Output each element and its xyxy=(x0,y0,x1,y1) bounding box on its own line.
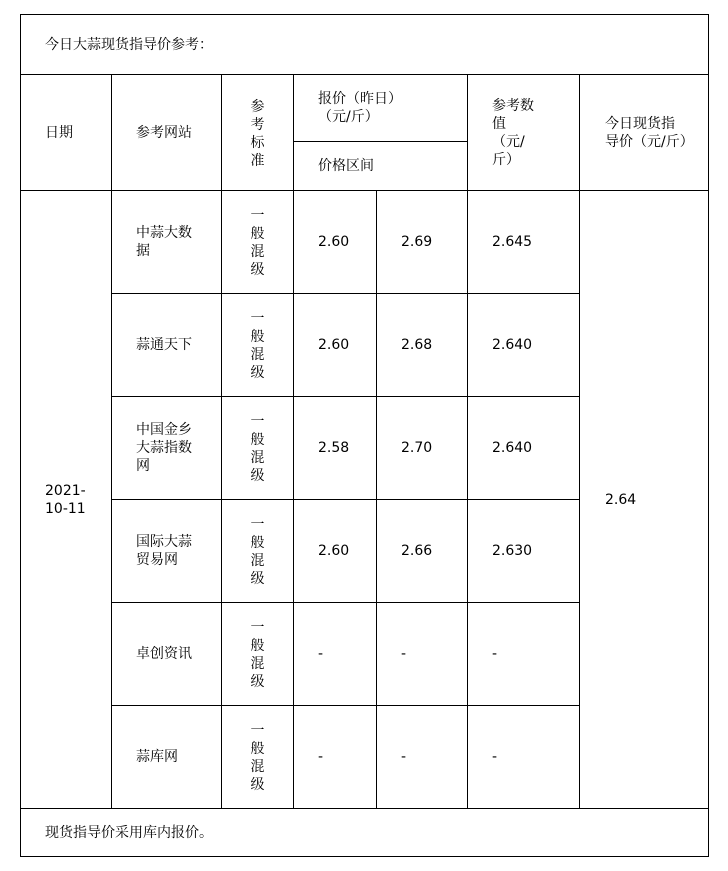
row-standard-char: 一 xyxy=(250,311,265,327)
row-ref-value: - xyxy=(468,706,580,809)
header-standard-char: 参 xyxy=(250,98,265,115)
row-standard-char: 一 xyxy=(250,414,265,430)
row-price-low: - xyxy=(294,706,377,809)
row-standard-char: 级 xyxy=(250,365,265,381)
row-ref-value: 2.630 xyxy=(468,500,580,603)
row-standard-char: 般 xyxy=(250,226,265,242)
row-ref-value: 2.640 xyxy=(468,294,580,397)
row-standard-char: 一 xyxy=(250,517,265,533)
header-date: 日期 xyxy=(21,75,112,191)
header-quote: 报价（昨日）（元/斤） xyxy=(294,75,468,142)
row-standard-char: 混 xyxy=(250,450,265,466)
row-standard xyxy=(222,191,294,294)
row-standard-char: 般 xyxy=(250,638,265,654)
row-price-low: 2.60 xyxy=(294,500,377,603)
header-site: 参考网站 xyxy=(112,75,222,191)
row-ref-value: - xyxy=(468,603,580,706)
row-standard-char: 级 xyxy=(250,674,265,690)
header-ref-value: 参考数值（元/斤） xyxy=(468,75,580,191)
row-standard-char: 混 xyxy=(250,244,265,260)
row-standard xyxy=(222,500,294,603)
table-footer: 现货指导价采用库内报价。 xyxy=(21,809,709,857)
row-standard-char: 般 xyxy=(250,535,265,551)
header-range: 价格区间 xyxy=(294,142,468,191)
row-site: 蒜库网 xyxy=(112,706,222,809)
row-standard-char: 混 xyxy=(250,656,265,672)
row-standard-char: 混 xyxy=(250,347,265,363)
row-standard xyxy=(222,706,294,809)
header-standard xyxy=(222,75,294,191)
row-standard-char: 混 xyxy=(250,553,265,569)
row-price-high: 2.68 xyxy=(377,294,468,397)
row-price-high: - xyxy=(377,603,468,706)
row-standard-char: 一 xyxy=(250,620,265,636)
row-standard xyxy=(222,603,294,706)
row-standard-char: 级 xyxy=(250,262,265,278)
row-price-low: 2.60 xyxy=(294,191,377,294)
row-standard-char: 一 xyxy=(250,723,265,739)
row-standard-char: 般 xyxy=(250,741,265,757)
row-price-high: 2.69 xyxy=(377,191,468,294)
header-standard-char: 准 xyxy=(250,152,265,169)
row-standard-char: 级 xyxy=(250,777,265,793)
row-price-low: 2.58 xyxy=(294,397,377,500)
header-today-price: 今日现货指导价（元/斤） xyxy=(580,75,709,191)
row-standard-char: 混 xyxy=(250,759,265,775)
table-title: 今日大蒜现货指导价参考： xyxy=(21,15,709,75)
row-site: 国际大蒜贸易网 xyxy=(112,500,222,603)
row-price-low: - xyxy=(294,603,377,706)
header-standard-char: 考 xyxy=(250,116,265,133)
row-price-low: 2.60 xyxy=(294,294,377,397)
row-ref-value: 2.640 xyxy=(468,397,580,500)
price-table xyxy=(20,14,709,857)
row-site: 卓创资讯 xyxy=(112,603,222,706)
header-standard-char: 标 xyxy=(250,134,265,151)
row-standard-char: 一 xyxy=(250,208,265,224)
row-price-high: - xyxy=(377,706,468,809)
row-site: 中蒜大数据 xyxy=(112,191,222,294)
row-standard-char: 级 xyxy=(250,468,265,484)
today-price-cell: 2.64 xyxy=(580,191,709,809)
row-site: 中国金乡大蒜指数网 xyxy=(112,397,222,500)
row-standard xyxy=(222,397,294,500)
row-standard-char: 般 xyxy=(250,329,265,345)
row-standard xyxy=(222,294,294,397)
date-cell: 2021-10-11 xyxy=(21,191,112,809)
row-site: 蒜通天下 xyxy=(112,294,222,397)
row-ref-value: 2.645 xyxy=(468,191,580,294)
row-price-high: 2.66 xyxy=(377,500,468,603)
row-standard-char: 般 xyxy=(250,432,265,448)
row-price-high: 2.70 xyxy=(377,397,468,500)
row-standard-char: 级 xyxy=(250,571,265,587)
